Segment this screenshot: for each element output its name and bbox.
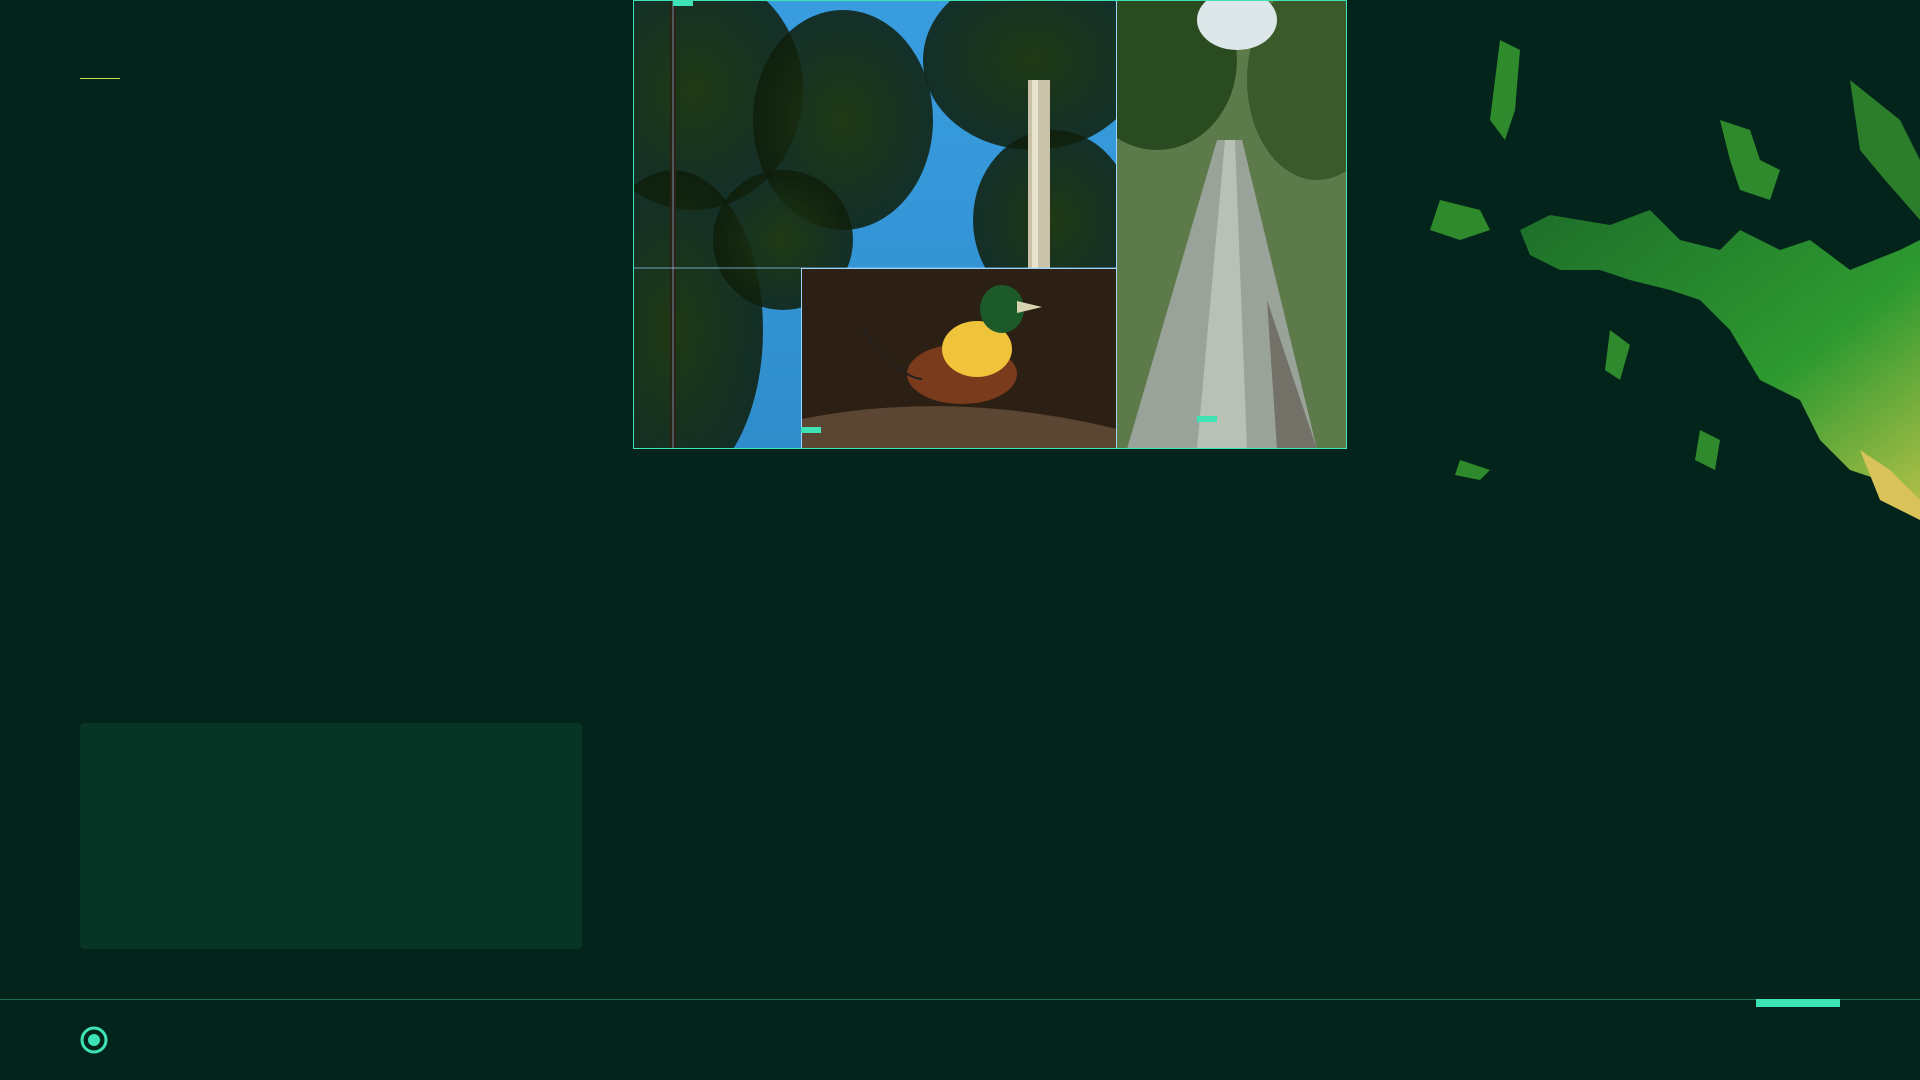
papua-maluku-map (1380, 0, 1920, 540)
banana-tree-caption (1197, 416, 1217, 422)
bird-of-paradise-photo (801, 268, 1116, 449)
banana-tree-image (1117, 0, 1347, 449)
photo-collage (633, 0, 1347, 449)
region-info-box (80, 723, 582, 949)
bird-caption (801, 427, 821, 433)
bar-chart (620, 555, 1460, 955)
klinki-pine-caption (673, 0, 693, 6)
space-intelligence-logo (80, 1026, 114, 1054)
island-map (1380, 0, 1920, 540)
section-kicker (80, 78, 130, 79)
bird-of-paradise-image (802, 269, 1116, 449)
kicker-rule (80, 78, 120, 79)
banana-tree-photo (1116, 0, 1347, 449)
footer-divider (0, 999, 1920, 1000)
logo-icon (80, 1026, 108, 1054)
footer-accent-bar (1756, 999, 1840, 1007)
